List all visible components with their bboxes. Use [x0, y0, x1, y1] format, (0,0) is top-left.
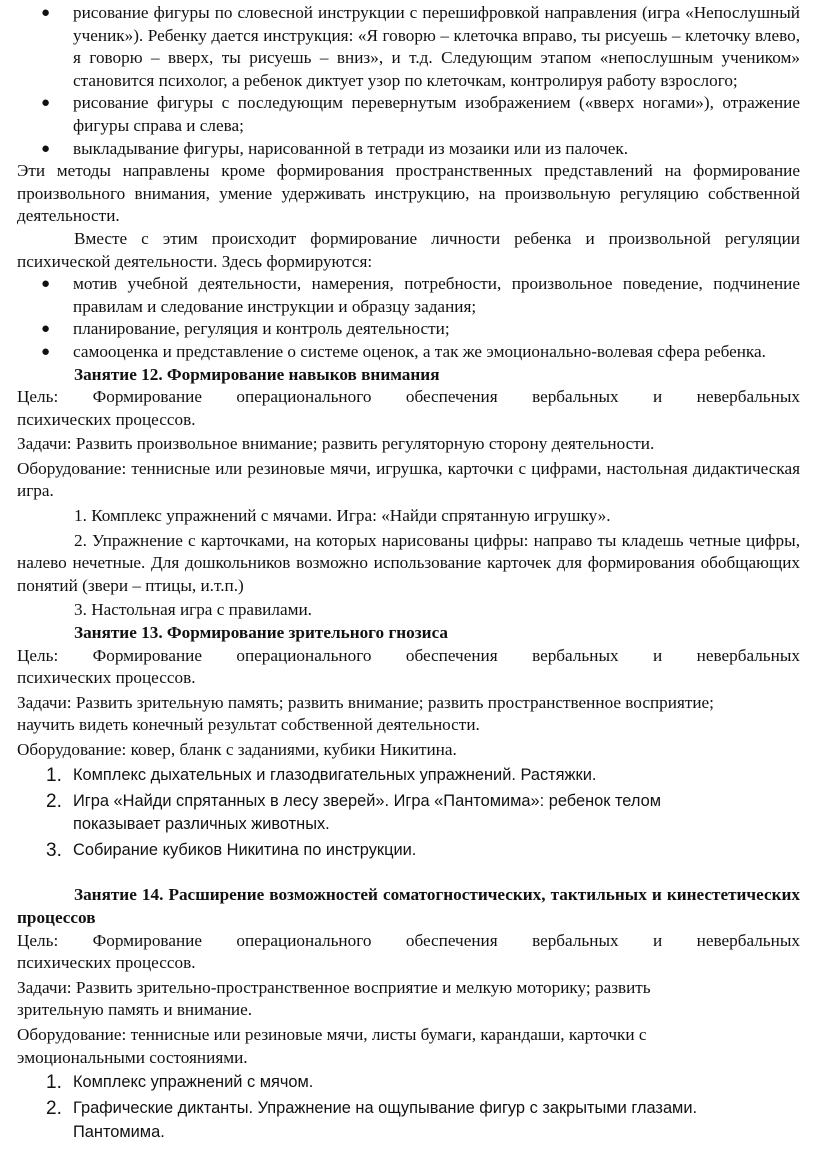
- list-item: ● выкладывание фигуры, нарисованной в тетради из мозаики или из палочек.: [17, 138, 800, 161]
- spacer: [17, 862, 800, 884]
- personality-paragraph: Вместе с этим происходит формирование личности ребенка и произвольной регуляции психической деятельности. Здесь формируются:: [17, 228, 800, 271]
- lesson-12-title: Занятие 12. Формирование навыков внимания: [74, 364, 440, 384]
- list-item: 3. Собирание кубиков Никитина по инструкции.: [46, 840, 417, 862]
- list-item: ● мотив учебной деятельности, намерения, потребности, произвольное поведение, подчинение правилам и следование инструкции и образцу задания;: [41, 274, 800, 316]
- list-item: 1. Комплекс упражнений с мячом.: [46, 1072, 314, 1094]
- list-item: ● рисование фигуры с последующим перевернутым изображением («вверх ногами»), отражение фигуры справа и слева;: [41, 93, 800, 135]
- bullet-list-methods: [17, 2, 800, 160]
- lesson-12-goal-rest: психических процессов.: [17, 409, 196, 429]
- bullet-list-formed: [17, 273, 800, 363]
- lesson-14-equipment: Оборудование: теннисные или резиновые мячи, листы бумаги, карандаши, карточки с эмоциональными состояниями.: [17, 1024, 647, 1067]
- bullet-icon: ●: [41, 321, 51, 338]
- list-item: 2. Графические диктанты. Упражнение на ощупывание фигур с закрытыми глазами. Пантомима.: [46, 1098, 698, 1141]
- lesson-14-tasks: Задачи: Развить зрительно-пространственное восприятие и мелкую моторику; развить зрительную память и внимание.: [17, 977, 651, 1020]
- lesson-12-tasks: Задачи: Развить произвольное внимание; развить регуляторную сторону деятельности.: [17, 434, 655, 454]
- bullet-icon: ●: [41, 95, 51, 112]
- lesson-13-tasks: Задачи: Развить зрительную память; развить внимание; развить пространственное восприятие; научить видеть конечный результат собственной деятельности.: [17, 692, 714, 735]
- lesson-14-goal-rest: психических процессов.: [17, 953, 196, 973]
- bullet-icon: ●: [41, 343, 51, 360]
- list-item: 1. Комплекс дыхательных и глазодвигательных упражнений. Растяжки.: [46, 764, 597, 786]
- list-item: 2. Игра «Найди спрятанных в лесу зверей». Игра «Пантомима»: ребенок телом показывает различных животных.: [46, 790, 662, 833]
- lesson-12-item-3: 3. Настольная игра с правилами.: [74, 600, 312, 620]
- lesson-12-goal: Цель: Формирование операционального обеспечения вербальных и невербальных: [17, 387, 800, 407]
- lesson-14-list: [17, 1071, 800, 1144]
- lesson-13-goal-rest: психических процессов.: [17, 668, 196, 688]
- lesson-14-goal: Цель: Формирование операционального обеспечения вербальных и невербальных: [17, 930, 800, 950]
- list-item: ● самооценка и представление о системе оценок, а так же эмоционально-волевая сфера ребенка.: [17, 341, 800, 364]
- bullet-icon: ●: [41, 140, 51, 157]
- lesson-13-title: Занятие 13. Формирование зрительного гнозиса: [74, 623, 448, 643]
- lesson-13-goal: Цель: Формирование операционального обеспечения вербальных и невербальных: [17, 645, 800, 665]
- bullet-icon: ●: [41, 5, 51, 21]
- lesson-12-item-2: 2. Упражнение с карточками, на которых нарисованы цифры: направо ты кладешь четные цифры, налево нечетные. Для дошкольников возможно использование карточек для формирования обобщающих понятий (звери – птицы, и.т.п.): [17, 530, 800, 595]
- lesson-12-item-1: 1. Комплекс упражнений с мячами. Игра: «Найди спрятанную игрушку».: [74, 506, 611, 526]
- list-item: ● планирование, регуляция и контроль деятельности;: [17, 318, 800, 341]
- lesson-14-title: Занятие 14. Расширение возможностей соматогностических, тактильных и кинестетических процессов: [17, 885, 800, 927]
- lesson-13-list: [17, 764, 800, 863]
- lesson-13-equipment: Оборудование: ковер, бланк с заданиями, кубики Никитина.: [17, 740, 457, 759]
- lesson-12-equipment: Оборудование: теннисные или резиновые мячи, игрушка, карточки с цифрами, настольная дидактическая игра.: [17, 458, 800, 501]
- bullet-icon: ●: [41, 276, 51, 293]
- methods-paragraph: Эти методы направлены кроме формирования пространственных представлений на формирование произвольного внимания, умение удерживать инструкцию, на произвольную регуляцию собственной деятельности.: [17, 161, 800, 226]
- list-item: ● рисование фигуры по словесной инструкции с перешифровкой направления (игра «Непослушный ученик»). Ребенку дается инструкция: «Я говорю – клеточка вправо, ты рисуешь – клеточку влево, я говорю – вверх, ты рисуешь – вниз», и т.д. Следующим этапом «непослушным учеником» становится психолог, а ребенок диктует узор по клеточкам, контролируя работу взрослого;: [41, 3, 800, 90]
